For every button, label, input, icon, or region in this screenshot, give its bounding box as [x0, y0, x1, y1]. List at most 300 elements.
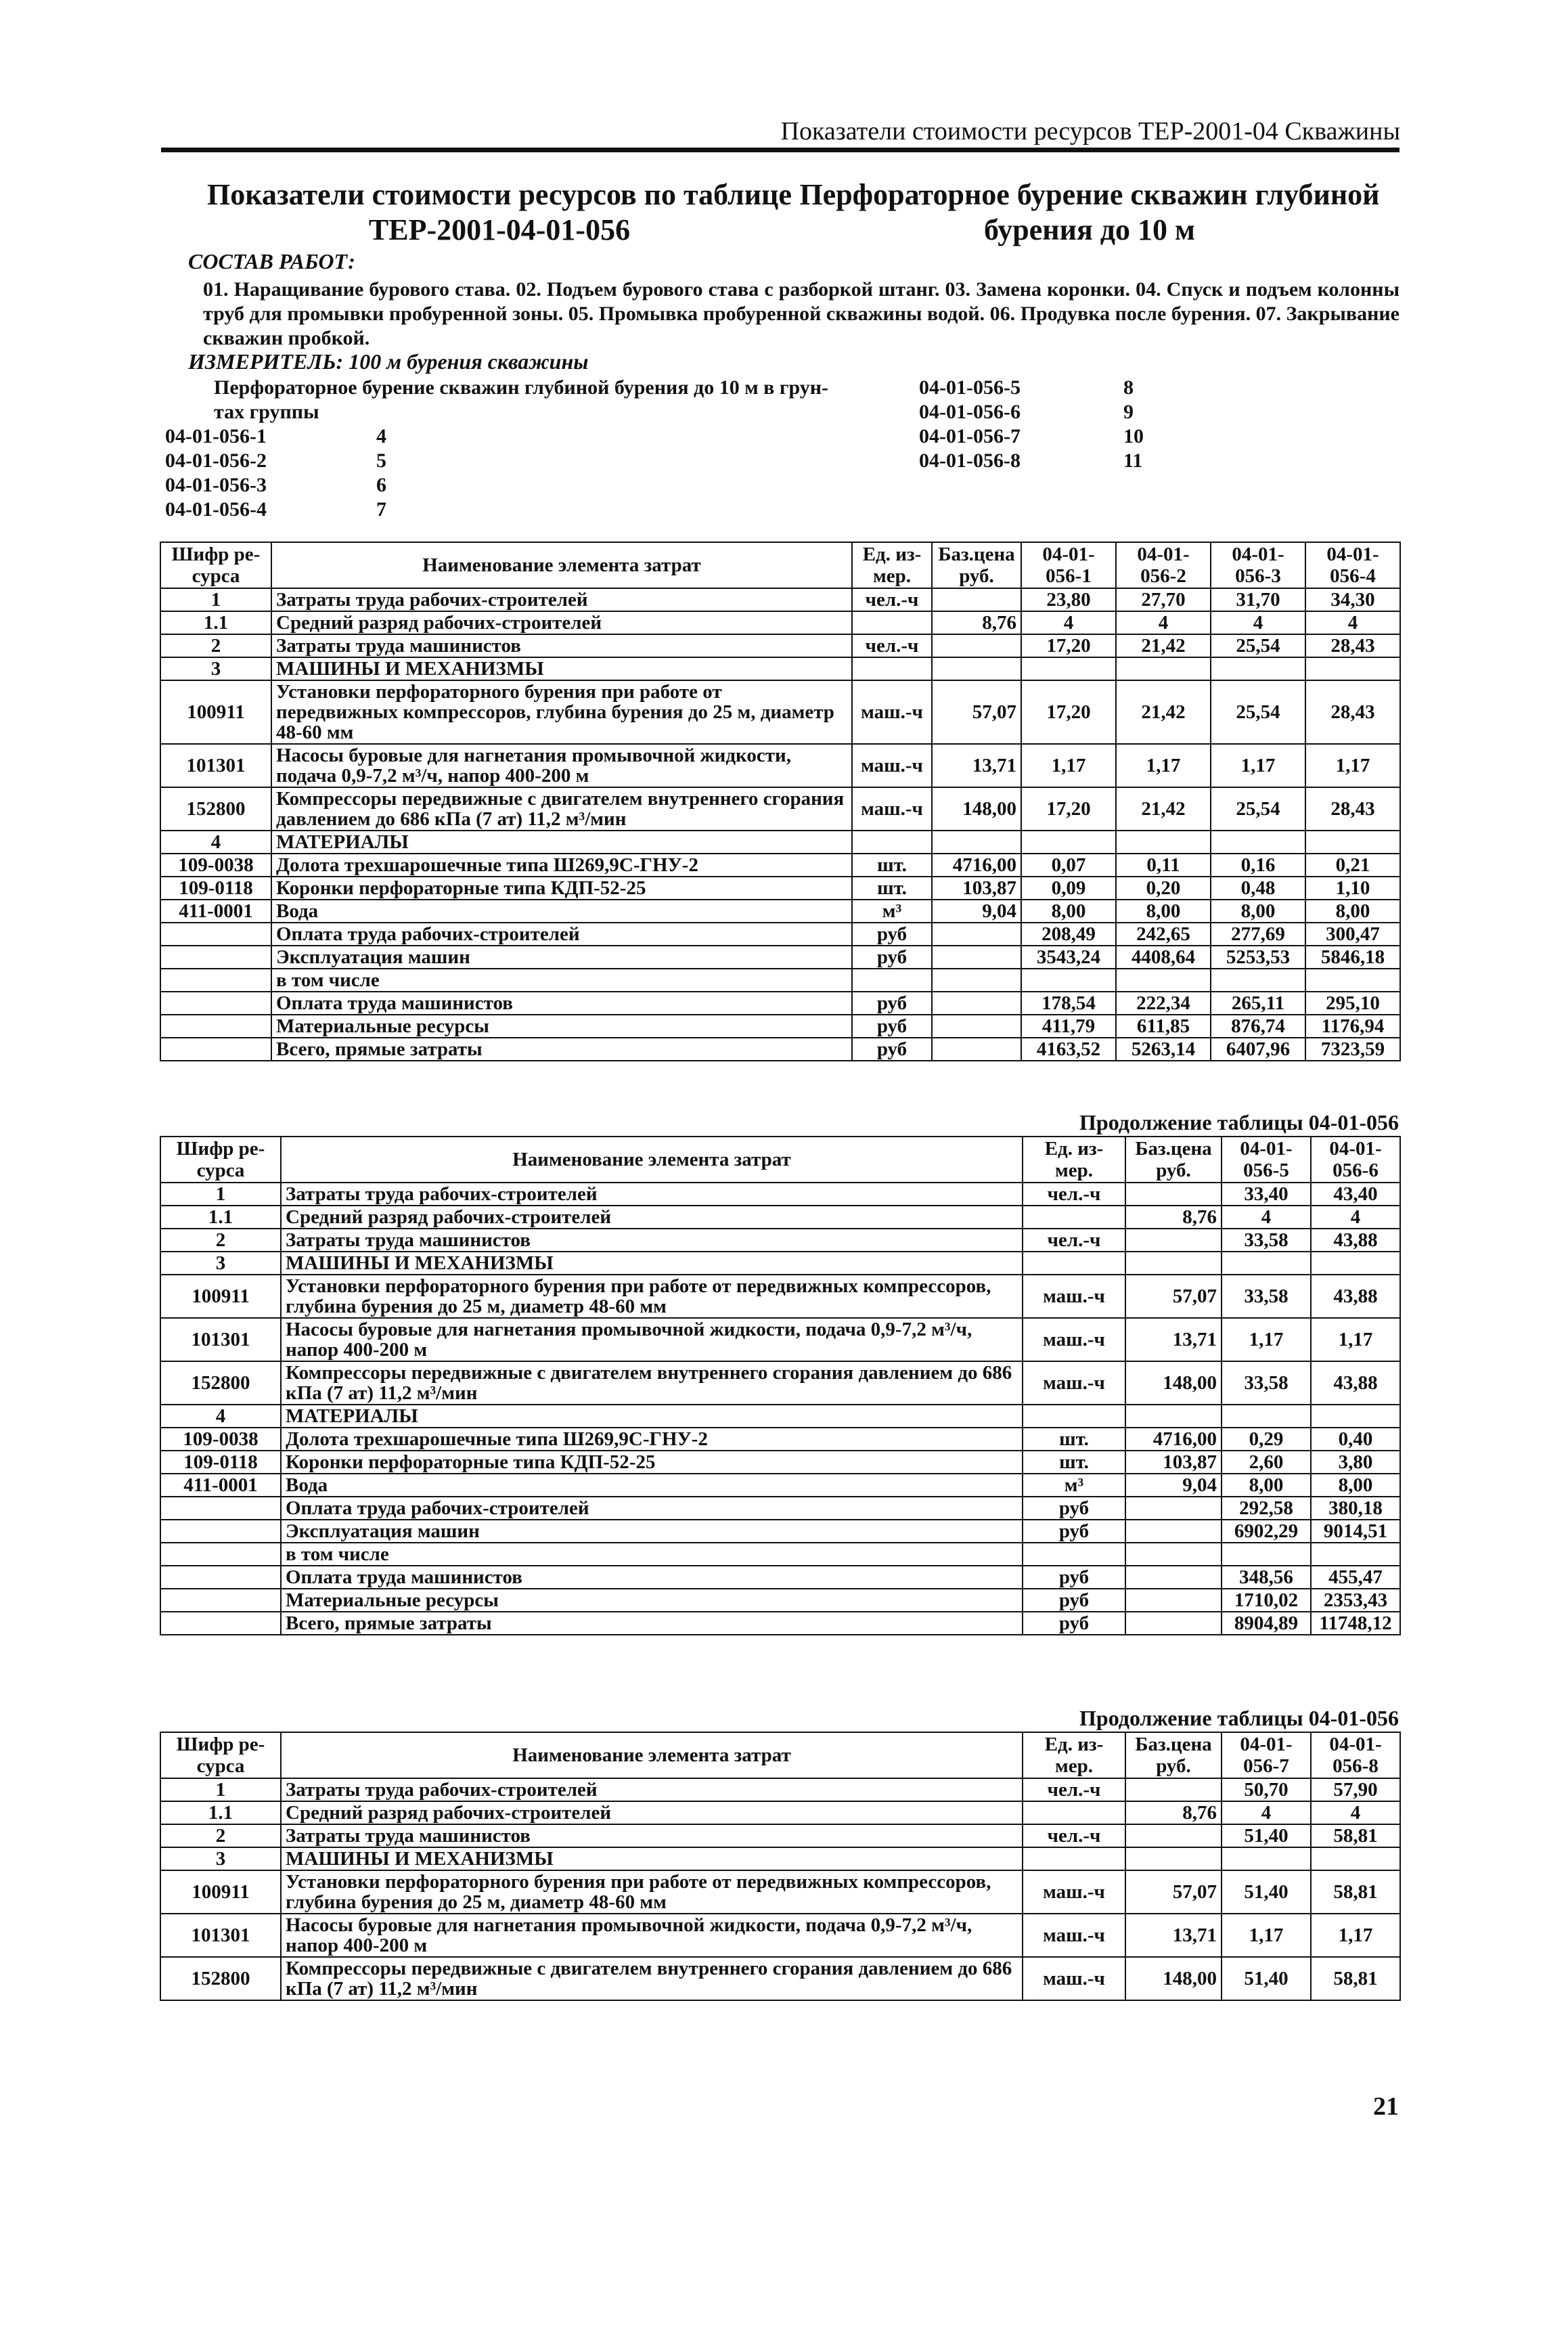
cell-unit: чел.-ч — [1023, 1778, 1125, 1801]
sostav-text: 01. Наращивание бурового става. 02. Подъем бурового става с разборкой штанг. 03. Замена коронки. 04. Спуск и подъем колонны труб для промывки пробуренной зоны. 05. Промывка пробуренной скважины водой. 06. Продувка после бурения. 07. Закрывание скважин пробкой. — [203, 278, 1399, 349]
cell-price: 8,76 — [1125, 1801, 1222, 1824]
col-header-norm: 04-01-056-8 — [1311, 1732, 1400, 1778]
cell-value: 17,20 — [1021, 680, 1116, 744]
col-header-unit: Ед. из-мер. — [1023, 1137, 1125, 1183]
cell-value — [1311, 1543, 1400, 1566]
cell-name: Оплата труда машинистов — [281, 1566, 1023, 1589]
col-header-unit: Ед. из-мер. — [1023, 1732, 1125, 1778]
cell-name: Оплата труда машинистов — [271, 992, 852, 1015]
cell-unit: чел.-ч — [852, 634, 932, 657]
table-row — [160, 1015, 1400, 1038]
cell-unit: маш.-ч — [852, 787, 932, 831]
cell-value: 8,00 — [1116, 900, 1211, 923]
cell-value — [1116, 657, 1211, 680]
meas-desc-2: тах группы — [214, 401, 319, 423]
izmeritel — [188, 349, 588, 374]
meas-left-val: 5 — [376, 449, 386, 472]
table-row — [160, 1612, 1400, 1635]
cell-value — [1222, 1543, 1311, 1566]
cell-unit — [852, 831, 932, 854]
cell-value: 4 — [1021, 611, 1116, 634]
cell-value: 1,17 — [1222, 1318, 1311, 1361]
table-row — [160, 1914, 1400, 1957]
cell-price — [932, 969, 1021, 992]
table-row — [160, 877, 1400, 900]
table-row — [160, 1405, 1400, 1428]
cell-value: 7323,59 — [1305, 1038, 1400, 1061]
meas-left-code: 04-01-056-4 — [165, 498, 267, 521]
table-row — [160, 1229, 1400, 1252]
cell-value: 6902,29 — [1222, 1520, 1311, 1543]
meas-left-code: 04-01-056-3 — [165, 474, 267, 496]
cell-name: в том числе — [271, 969, 852, 992]
cell-name: Средний разряд рабочих-строителей — [281, 1801, 1023, 1824]
cell-price — [1125, 1847, 1222, 1870]
cell-code — [160, 969, 271, 992]
cell-unit: руб — [1023, 1612, 1125, 1635]
table-row — [160, 1778, 1400, 1801]
table-row — [160, 946, 1400, 969]
cell-value: 1,17 — [1311, 1318, 1400, 1361]
title-left-line-1: Показатели стоимости ресурсов по таблице — [207, 178, 792, 211]
cell-name: Оплата труда рабочих-строителей — [271, 923, 852, 946]
table-row — [160, 1870, 1400, 1914]
table-row — [160, 1520, 1400, 1543]
table-row — [160, 1252, 1400, 1275]
cell-code — [160, 923, 271, 946]
cell-value: 1,10 — [1305, 877, 1400, 900]
cell-value — [1021, 831, 1116, 854]
meas-right-val: 8 — [1123, 376, 1134, 399]
cell-value: 51,40 — [1222, 1870, 1311, 1914]
cell-code: 3 — [160, 1252, 281, 1275]
cell-price — [1125, 1612, 1222, 1635]
meas-right-val: 11 — [1123, 449, 1143, 472]
cell-value: 33,58 — [1222, 1229, 1311, 1252]
table-row — [160, 1957, 1400, 2000]
meas-right-code: 04-01-056-7 — [919, 425, 1021, 447]
cell-value: 43,88 — [1311, 1275, 1400, 1318]
meas-left-code: 04-01-056-1 — [165, 425, 267, 447]
cell-price — [1125, 1252, 1222, 1275]
cell-value: 28,43 — [1305, 787, 1400, 831]
cell-code — [160, 1497, 281, 1520]
cell-name: Затраты труда машинистов — [281, 1229, 1023, 1252]
cell-name: Эксплуатация машин — [271, 946, 852, 969]
cell-value — [1021, 969, 1116, 992]
cell-value: 295,10 — [1305, 992, 1400, 1015]
cell-code: 109-0118 — [160, 877, 271, 900]
cell-price — [1125, 1497, 1222, 1520]
cell-value: 1,17 — [1311, 1914, 1400, 1957]
cell-price — [932, 634, 1021, 657]
cell-price — [932, 588, 1021, 611]
cell-code: 1.1 — [160, 611, 271, 634]
cell-price: 8,76 — [932, 611, 1021, 634]
cell-value: 5846,18 — [1305, 946, 1400, 969]
cell-price: 148,00 — [1125, 1361, 1222, 1405]
cell-value: 8,00 — [1222, 1474, 1311, 1497]
cell-value: 43,40 — [1311, 1183, 1400, 1206]
cell-code — [160, 946, 271, 969]
cell-code: 2 — [160, 634, 271, 657]
cell-value: 23,80 — [1021, 588, 1116, 611]
cell-value: 5263,14 — [1116, 1038, 1211, 1061]
cell-price — [932, 1015, 1021, 1038]
cell-name: МАТЕРИАЛЫ — [281, 1405, 1023, 1428]
table-row — [160, 969, 1400, 992]
table-row — [160, 744, 1400, 787]
cell-name: Коронки перфораторные типа КДП-52-25 — [281, 1451, 1023, 1474]
cell-value — [1211, 831, 1305, 854]
meas-right-val: 9 — [1123, 401, 1134, 423]
cell-code: 411-0001 — [160, 900, 271, 923]
col-header-norm: 04-01-056-3 — [1211, 542, 1305, 588]
cell-value: 0,21 — [1305, 854, 1400, 877]
cell-value: 4 — [1305, 611, 1400, 634]
cell-name: Средний разряд рабочих-строителей — [271, 611, 852, 634]
cell-code: 1 — [160, 1778, 281, 1801]
cell-value: 4 — [1222, 1206, 1311, 1229]
table-row — [160, 1361, 1400, 1405]
cell-value: 2353,43 — [1311, 1589, 1400, 1612]
cell-unit: чел.-ч — [1023, 1824, 1125, 1847]
table-row — [160, 1318, 1400, 1361]
cell-unit: руб — [1023, 1520, 1125, 1543]
cell-code — [160, 1015, 271, 1038]
col-header-name: Наименование элемента затрат — [271, 542, 852, 588]
cell-unit: шт. — [1023, 1428, 1125, 1451]
cell-value: 21,42 — [1116, 787, 1211, 831]
table-row — [160, 657, 1400, 680]
cell-price: 57,07 — [1125, 1275, 1222, 1318]
cell-value: 455,47 — [1311, 1566, 1400, 1589]
cell-unit — [1023, 1543, 1125, 1566]
cell-value: 33,58 — [1222, 1361, 1311, 1405]
cell-code: 4 — [160, 1405, 281, 1428]
cell-value: 21,42 — [1116, 634, 1211, 657]
table-row — [160, 1566, 1400, 1589]
cell-value: 34,30 — [1305, 588, 1400, 611]
cell-name: Средний разряд рабочих-строителей — [281, 1206, 1023, 1229]
table-row — [160, 1543, 1400, 1566]
col-header-norm: 04-01-056-5 — [1222, 1137, 1311, 1183]
cell-value: 0,29 — [1222, 1428, 1311, 1451]
cell-unit: маш.-ч — [852, 744, 932, 787]
cell-code: 1 — [160, 588, 271, 611]
cell-unit: маш.-ч — [1023, 1275, 1125, 1318]
meas-desc-1: Перфораторное бурение скважин глубиной бурения до 10 м в грун- — [214, 376, 829, 399]
cell-value — [1305, 969, 1400, 992]
table-row — [160, 1589, 1400, 1612]
cell-code — [160, 992, 271, 1015]
cell-value: 265,11 — [1211, 992, 1305, 1015]
cell-price: 103,87 — [932, 877, 1021, 900]
cell-unit — [1023, 1252, 1125, 1275]
meas-left-val: 4 — [376, 425, 386, 447]
cell-value: 1,17 — [1021, 744, 1116, 787]
cell-unit: шт. — [852, 877, 932, 900]
cell-unit: руб — [852, 1015, 932, 1038]
table-row — [160, 680, 1400, 744]
cell-value — [1222, 1405, 1311, 1428]
cell-unit — [1023, 1405, 1125, 1428]
cell-value: 0,09 — [1021, 877, 1116, 900]
cell-value: 25,54 — [1211, 680, 1305, 744]
cell-unit: чел.-ч — [852, 588, 932, 611]
cell-unit: шт. — [852, 854, 932, 877]
cell-price — [932, 946, 1021, 969]
table-row — [160, 1451, 1400, 1474]
cell-price — [1125, 1229, 1222, 1252]
title-left-line-2: ТЕР-2001-04-01-056 — [368, 213, 631, 246]
cell-name: МАШИНЫ И МЕХАНИЗМЫ — [281, 1847, 1023, 1870]
table-row — [160, 854, 1400, 877]
cell-price — [1125, 1589, 1222, 1612]
cell-value: 0,11 — [1116, 854, 1211, 877]
cell-value — [1222, 1252, 1311, 1275]
cell-value: 17,20 — [1021, 787, 1116, 831]
cell-name: Затраты труда рабочих-строителей — [281, 1778, 1023, 1801]
table-row — [160, 1824, 1400, 1847]
table-row — [160, 1801, 1400, 1824]
cell-value: 4163,52 — [1021, 1038, 1116, 1061]
cell-name: Материальные ресурсы — [281, 1589, 1023, 1612]
cell-unit: чел.-ч — [1023, 1229, 1125, 1252]
cell-value: 5253,53 — [1211, 946, 1305, 969]
cell-name: Оплата труда рабочих-строителей — [281, 1497, 1023, 1520]
cell-code — [160, 1520, 281, 1543]
cell-value: 31,70 — [1211, 588, 1305, 611]
table-row — [160, 1038, 1400, 1061]
table-row — [160, 1847, 1400, 1870]
col-header-price: Баз.цена руб. — [932, 542, 1021, 588]
meas-left-val: 6 — [376, 474, 386, 496]
cell-name: Всего, прямые затраты — [271, 1038, 852, 1061]
cell-value: 2,60 — [1222, 1451, 1311, 1474]
cell-code: 4 — [160, 831, 271, 854]
cell-value: 876,74 — [1211, 1015, 1305, 1038]
cell-name: в том числе — [281, 1543, 1023, 1566]
cell-value: 292,58 — [1222, 1497, 1311, 1520]
cell-name: Затраты труда рабочих-строителей — [271, 588, 852, 611]
cell-unit: руб — [1023, 1589, 1125, 1612]
cell-value: 1176,94 — [1305, 1015, 1400, 1038]
cell-code: 2 — [160, 1229, 281, 1252]
cell-value: 242,65 — [1116, 923, 1211, 946]
cell-unit: руб — [852, 923, 932, 946]
cell-value: 4 — [1116, 611, 1211, 634]
cell-price — [1125, 1183, 1222, 1206]
izmeritel-value: 100 м бурения скважины — [349, 349, 589, 374]
col-header-code: Шифр ре-сурса — [160, 542, 271, 588]
cell-name: Насосы буровые для нагнетания промывочной жидкости, подача 0,9-7,2 м³/ч, напор 400-200 м — [281, 1914, 1023, 1957]
table-row — [160, 1474, 1400, 1497]
cell-name: Установки перфораторного бурения при работе от передвижных компрессоров, глубина бурения до 25 м, диаметр 48-60 мм — [281, 1870, 1023, 1914]
cell-unit: руб — [1023, 1497, 1125, 1520]
cost-table-1 — [160, 542, 1401, 1061]
cell-name: Всего, прямые затраты — [281, 1612, 1023, 1635]
cell-price: 4716,00 — [1125, 1428, 1222, 1451]
cell-value: 33,58 — [1222, 1275, 1311, 1318]
running-header: Показатели стоимости ресурсов ТЕР-2001-04 Скважины — [780, 117, 1400, 146]
cell-value — [1311, 1252, 1400, 1275]
cell-price — [932, 1038, 1021, 1061]
cell-unit: маш.-ч — [852, 680, 932, 744]
cell-name: МАШИНЫ И МЕХАНИЗМЫ — [281, 1252, 1023, 1275]
table-row — [160, 831, 1400, 854]
izmeritel-label: ИЗМЕРИТЕЛЬ: — [188, 349, 344, 374]
cell-name: Вода — [271, 900, 852, 923]
col-header-code: Шифр ре-сурса — [160, 1732, 281, 1778]
cell-price — [932, 657, 1021, 680]
cell-value: 9014,51 — [1311, 1520, 1400, 1543]
cell-value: 411,79 — [1021, 1015, 1116, 1038]
title-right-line-1: Перфораторное бурение скважин глубиной — [799, 178, 1380, 211]
continuation-caption: Продолжение таблицы 04-01-056 — [1079, 1110, 1399, 1135]
header-rule — [161, 148, 1399, 152]
cost-table-3 — [160, 1732, 1401, 2001]
col-header-norm: 04-01-056-6 — [1311, 1137, 1400, 1183]
cell-code — [160, 1612, 281, 1635]
col-header-unit: Ед. из-мер. — [852, 542, 932, 588]
cell-value: 4 — [1311, 1801, 1400, 1824]
cell-value: 51,40 — [1222, 1957, 1311, 2000]
cell-value — [1021, 657, 1116, 680]
meas-right-code: 04-01-056-8 — [919, 449, 1021, 472]
table-row — [160, 992, 1400, 1015]
cell-value: 27,70 — [1116, 588, 1211, 611]
cell-value: 208,49 — [1021, 923, 1116, 946]
cell-name: Компрессоры передвижные с двигателем внутреннего сгорания давлением до 686 кПа (7 ат) 11,2 м³/мин — [281, 1361, 1023, 1405]
col-header-norm: 04-01-056-2 — [1116, 542, 1211, 588]
cell-price: 57,07 — [1125, 1870, 1222, 1914]
cell-value — [1116, 831, 1211, 854]
cell-price: 4716,00 — [932, 854, 1021, 877]
cell-value: 4 — [1311, 1206, 1400, 1229]
cell-price — [1125, 1778, 1222, 1801]
meas-right-val: 10 — [1123, 425, 1144, 447]
cell-price: 13,71 — [1125, 1318, 1222, 1361]
cell-price — [932, 923, 1021, 946]
cell-value — [1211, 657, 1305, 680]
cell-unit — [852, 611, 932, 634]
cell-unit: маш.-ч — [1023, 1957, 1125, 2000]
cell-price: 8,76 — [1125, 1206, 1222, 1229]
cell-name: Насосы буровые для нагнетания промывочной жидкости, подача 0,9-7,2 м³/ч, напор 400-200 м — [271, 744, 852, 787]
cell-value: 0,48 — [1211, 877, 1305, 900]
cell-code: 100911 — [160, 1870, 281, 1914]
cell-value — [1311, 1405, 1400, 1428]
cell-price — [1125, 1520, 1222, 1543]
col-header-name: Наименование элемента затрат — [281, 1732, 1023, 1778]
cell-price: 13,71 — [1125, 1914, 1222, 1957]
cell-value — [1211, 969, 1305, 992]
cell-value: 25,54 — [1211, 787, 1305, 831]
cell-code: 100911 — [160, 680, 271, 744]
cell-price: 103,87 — [1125, 1451, 1222, 1474]
cell-code: 101301 — [160, 1318, 281, 1361]
table-row — [160, 611, 1400, 634]
continuation-caption: Продолжение таблицы 04-01-056 — [1079, 1706, 1399, 1730]
cell-name: Вода — [281, 1474, 1023, 1497]
cell-name: Установки перфораторного бурения при работе от передвижных компрессоров, глубина бурения до 25 м, диаметр 48-60 мм — [271, 680, 852, 744]
cell-value: 50,70 — [1222, 1778, 1311, 1801]
cell-name: Затраты труда машинистов — [271, 634, 852, 657]
cell-unit — [1023, 1847, 1125, 1870]
col-header-norm: 04-01-056-1 — [1021, 542, 1116, 588]
cell-name: МАТЕРИАЛЫ — [271, 831, 852, 854]
cell-unit: маш.-ч — [1023, 1361, 1125, 1405]
cell-code: 1.1 — [160, 1206, 281, 1229]
cell-unit: руб — [852, 1038, 932, 1061]
cell-code — [160, 1589, 281, 1612]
cell-value: 3,80 — [1311, 1451, 1400, 1474]
cell-unit: руб — [852, 946, 932, 969]
meas-right-code: 04-01-056-6 — [919, 401, 1021, 423]
cell-value: 4 — [1222, 1801, 1311, 1824]
cell-value: 8,00 — [1311, 1474, 1400, 1497]
cell-code: 1.1 — [160, 1801, 281, 1824]
cell-unit — [852, 969, 932, 992]
col-header-price: Баз.цена руб. — [1125, 1732, 1222, 1778]
title-left — [161, 177, 838, 248]
cell-value: 0,40 — [1311, 1428, 1400, 1451]
cell-unit: шт. — [1023, 1451, 1125, 1474]
cell-name: Коронки перфораторные типа КДП-52-25 — [271, 877, 852, 900]
col-header-code: Шифр ре-сурса — [160, 1137, 281, 1183]
cell-value: 0,07 — [1021, 854, 1116, 877]
cell-price: 13,71 — [932, 744, 1021, 787]
col-header-name: Наименование элемента затрат — [281, 1137, 1023, 1183]
cell-code: 152800 — [160, 787, 271, 831]
cell-value: 1710,02 — [1222, 1589, 1311, 1612]
cell-code: 109-0118 — [160, 1451, 281, 1474]
cell-value: 178,54 — [1021, 992, 1116, 1015]
cell-name: Материальные ресурсы — [271, 1015, 852, 1038]
cell-value: 1,17 — [1116, 744, 1211, 787]
cell-value — [1311, 1847, 1400, 1870]
cell-value: 25,54 — [1211, 634, 1305, 657]
cost-table-2 — [160, 1136, 1401, 1635]
cell-name: Компрессоры передвижные с двигателем внутреннего сгорания давлением до 686 кПа (7 ат) 11,2 м³/мин — [281, 1957, 1023, 2000]
cell-unit: руб — [852, 992, 932, 1015]
cell-price — [1125, 1405, 1222, 1428]
table-row — [160, 1275, 1400, 1318]
cell-value: 4 — [1211, 611, 1305, 634]
cell-price — [1125, 1543, 1222, 1566]
cell-value: 21,42 — [1116, 680, 1211, 744]
table-row — [160, 1497, 1400, 1520]
cell-code: 152800 — [160, 1361, 281, 1405]
cell-value: 0,20 — [1116, 877, 1211, 900]
table-row — [160, 787, 1400, 831]
cell-price: 148,00 — [1125, 1957, 1222, 2000]
cell-value — [1116, 969, 1211, 992]
cell-code: 101301 — [160, 1914, 281, 1957]
cell-code: 109-0038 — [160, 1428, 281, 1451]
cell-value: 6407,96 — [1211, 1038, 1305, 1061]
cell-value: 57,90 — [1311, 1778, 1400, 1801]
cell-price — [932, 831, 1021, 854]
cell-unit: м³ — [852, 900, 932, 923]
cell-unit — [1023, 1801, 1125, 1824]
cell-code: 109-0038 — [160, 854, 271, 877]
cell-code: 1 — [160, 1183, 281, 1206]
cell-value: 8904,89 — [1222, 1612, 1311, 1635]
cell-code: 3 — [160, 1847, 281, 1870]
title-right-line-2: бурения до 10 м — [983, 213, 1196, 246]
